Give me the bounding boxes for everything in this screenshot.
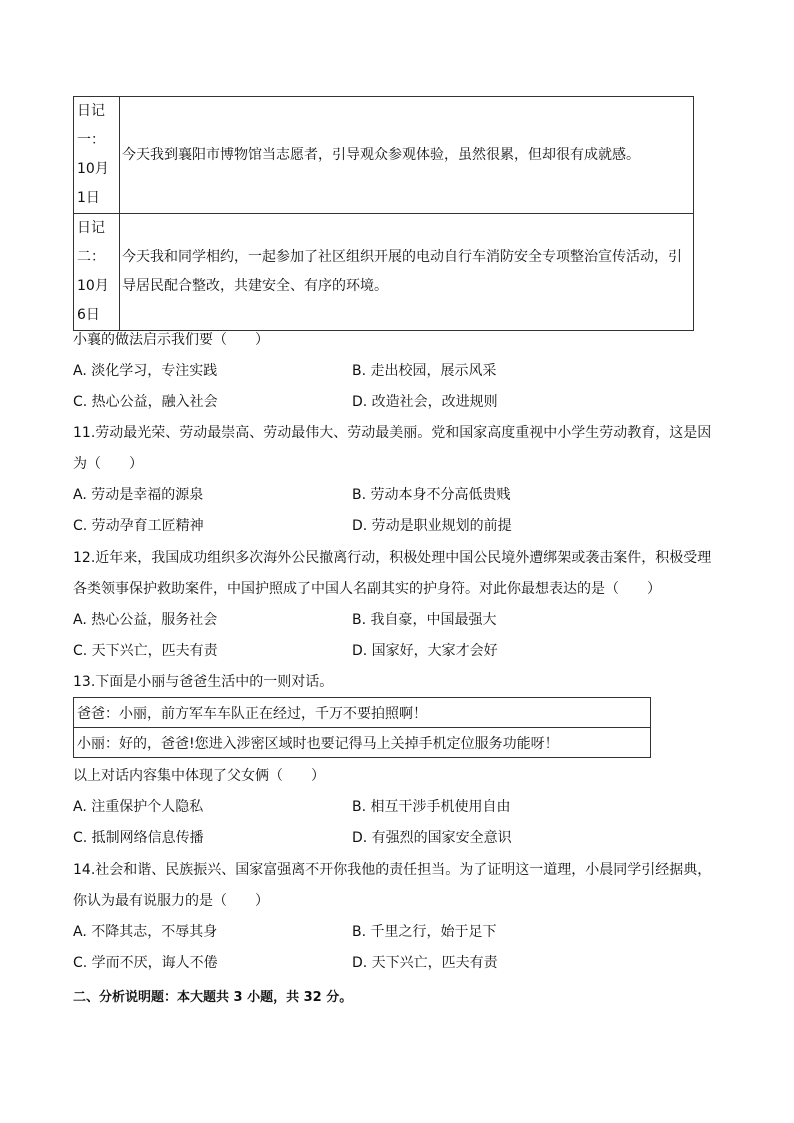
diary-label-line: 10月 (77, 161, 109, 177)
q12-option-c[interactable]: C. 天下兴亡，匹夫有责 (73, 643, 218, 659)
diary-row (74, 214, 694, 331)
diary-row (74, 97, 694, 214)
q10-option-a[interactable]: A. 淡化学习，专注实践 (73, 363, 218, 379)
diary-label-line: 1日 (77, 190, 100, 206)
diary-table (73, 96, 694, 331)
diary-label (74, 214, 120, 331)
q12-option-d[interactable]: D. 国家好，大家才会好 (352, 643, 498, 659)
q11-option-d[interactable]: D. 劳动是职业规划的前提 (352, 518, 512, 534)
q13-option-b[interactable]: B. 相互干涉手机使用自由 (352, 799, 511, 815)
question-10-stem: 小襄的做法启示我们要（ ） (73, 332, 269, 348)
dialog-line-xiaoli: 小丽：好的，爸爸!您进入涉密区域时也要记得马上关掉手机定位服务功能呀！ (74, 728, 651, 758)
q10-option-c[interactable]: C. 热心公益，融入社会 (73, 394, 218, 410)
question-14-stem-line: 14.社会和谐、民族振兴、国家富强离不开你我他的责任担当。为了证明这一道理，小晨同学引经据典， (73, 862, 712, 878)
diary-label-line: 10月 (77, 278, 109, 294)
dialog-line-dad: 爸爸：小丽，前方军车车队正在经过，千万不要拍照啊！ (74, 698, 651, 728)
question-13-stem: 13.下面是小丽与爸爸生活中的一则对话。 (73, 674, 334, 690)
q14-option-a[interactable]: A. 不降其志，不辱其身 (73, 924, 218, 940)
diary-content: 今天我和同学相约，一起参加了社区组织开展的电动自行车消防安全专项整治宣传活动，引导居民配合整改，共建安全、有序的环境。 (120, 214, 694, 331)
diary-content: 今天我到襄阳市博物馆当志愿者，引导观众参观体验，虽然很累，但却很有成就感。 (120, 97, 694, 214)
q11-option-b[interactable]: B. 劳动本身不分高低贵贱 (352, 487, 511, 503)
q13-option-a[interactable]: A. 注重保护个人隐私 (73, 799, 204, 815)
q13-option-c[interactable]: C. 抵制网络信息传播 (73, 830, 204, 846)
dialog-row (74, 698, 651, 728)
diary-label-line: 一： (77, 132, 105, 148)
question-14-stem-line: 你认为最有说服力的是（ ） (73, 893, 269, 909)
q11-option-c[interactable]: C. 劳动孕育工匠精神 (73, 518, 204, 534)
q12-option-a[interactable]: A. 热心公益，服务社会 (73, 612, 218, 628)
section-heading: 二、分析说明题：本大题共 3 小题，共 32 分。 (73, 990, 353, 1005)
question-11-stem-line: 为（ ） (73, 456, 143, 472)
q11-option-a[interactable]: A. 劳动是幸福的源泉 (73, 487, 204, 503)
q14-option-c[interactable]: C. 学而不厌，诲人不倦 (73, 955, 218, 971)
diary-label-line: 二： (77, 249, 105, 265)
dialog-row (74, 728, 651, 758)
q12-option-b[interactable]: B. 我自豪，中国最强大 (352, 612, 497, 628)
diary-label-line: 日记 (77, 220, 105, 236)
dialog-table (73, 697, 651, 758)
question-11-stem-line: 11.劳动最光荣、劳动最崇高、劳动最伟大、劳动最美丽。党和国家高度重视中小学生劳动教育，这是因 (73, 425, 712, 441)
q13-option-d[interactable]: D. 有强烈的国家安全意识 (352, 830, 512, 846)
question-12-stem-line: 12.近年来，我国成功组织多次海外公民撤离行动，积极处理中国公民境外遭绑架或袭击案件，积极受理 (73, 550, 712, 566)
question-12-stem-line: 各类领事保护救助案件，中国护照成了中国人名副其实的护身符。对此你最想表达的是（ ） (73, 581, 661, 597)
diary-label-line: 日记 (77, 103, 105, 119)
q10-option-d[interactable]: D. 改造社会，改进规则 (352, 394, 498, 410)
q10-option-b[interactable]: B. 走出校园，展示风采 (352, 363, 497, 379)
q14-option-b[interactable]: B. 千里之行，始于足下 (352, 924, 497, 940)
diary-label-line: 6日 (77, 307, 100, 323)
q14-option-d[interactable]: D. 天下兴亡，匹夫有责 (352, 955, 498, 971)
question-13-followup: 以上对话内容集中体现了父女俩（ ） (73, 768, 325, 784)
diary-label (74, 97, 120, 214)
